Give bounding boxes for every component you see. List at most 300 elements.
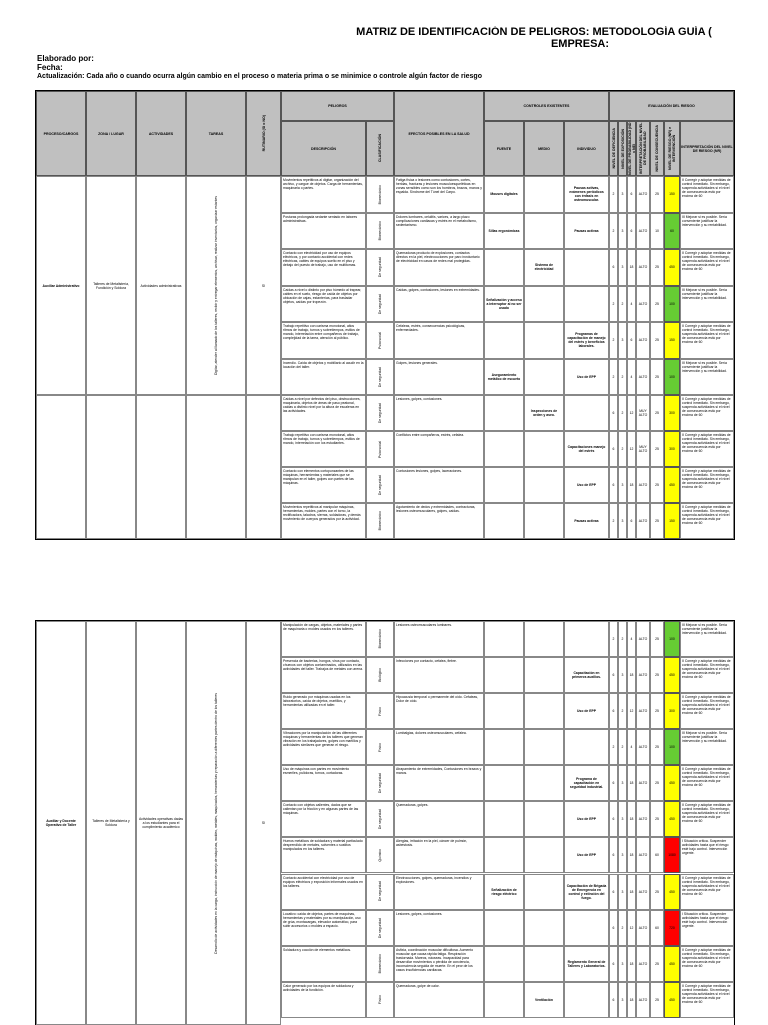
- nivel-exposicion: 2: [618, 359, 627, 396]
- control-individuo: Uso de EPP: [564, 801, 609, 837]
- interp-probabilidad: MUY ALTO: [636, 395, 650, 431]
- hazard-classification: De seguridad: [366, 801, 394, 837]
- actividades: Actividades administrativas: [136, 176, 186, 395]
- zona-lugar-cont: [86, 395, 136, 539]
- nivel-deficiencia: 2: [609, 286, 618, 323]
- control-fuente: [484, 249, 524, 286]
- interp-probabilidad: ALTO: [636, 729, 650, 765]
- control-medio: Ventilación: [524, 982, 564, 1018]
- nivel-deficiencia: 2: [609, 176, 618, 213]
- hazard-classification: Biomecánico: [366, 176, 394, 213]
- header-nc: NIVEL DE CONSECUENCIA: [650, 121, 664, 176]
- nivel-exposicion: 2: [618, 910, 627, 946]
- control-individuo: [564, 982, 609, 1018]
- header-tareas: TAREAS: [186, 91, 246, 176]
- nivel-probabilidad: 12: [627, 395, 636, 431]
- control-medio: [524, 946, 564, 982]
- control-medio: [524, 359, 564, 396]
- control-fuente: [484, 322, 524, 359]
- interp-probabilidad: ALTO: [636, 801, 650, 837]
- nivel-probabilidad: 4: [627, 286, 636, 323]
- interp-probabilidad: ALTO: [636, 946, 650, 982]
- health-effects: Atrapamiento de extremidades, Contusiones en brazos y manos.: [394, 765, 484, 801]
- health-effects: Quemaduras producto de explosiones, contactos directos en la piel, electrocuciones por paro involuntario de electricidad en casos de redes mal protegidas.: [394, 249, 484, 286]
- interp-riesgo: II Corregir y adoptar medidas de control inmediato. Sin embargo, suspenda actividades si el nivel de consecuencia está por encima de 60: [680, 765, 734, 801]
- nivel-consecuencia: 25: [650, 503, 664, 539]
- control-medio: [524, 693, 564, 729]
- hazard-description: Caídas a nivel por defectos del piso, obstrucciones, maquinaria, objetos de áreas de paso peatonal, caídas a distinto nivel por la altura de escaleras en las actividades.: [281, 395, 366, 431]
- interp-riesgo: II Corregir y adoptar medidas de control inmediato. Sin embargo, suspenda actividades si el nivel de consecuencia está por encima de 60: [680, 467, 734, 503]
- control-fuente: [484, 765, 524, 801]
- health-effects: Agotamiento de dedos y extremidades, contracturas, lesiones osteomusculares, golpes, caídas.: [394, 503, 484, 539]
- health-effects: Dolores lumbares, celulitis, varices, a largo plazo complicaciones cardiacas y estrés en el metabolismo, sedentarismo.: [394, 213, 484, 250]
- control-individuo: [564, 729, 609, 765]
- proceso-cargo: Auxiliar Administrativo: [36, 176, 86, 395]
- nivel-riesgo-badge: 300: [664, 431, 680, 467]
- health-effects: Quemaduras, golpe de calor.: [394, 982, 484, 1018]
- nivel-riesgo-badge: 450: [664, 657, 680, 693]
- control-medio: [524, 467, 564, 503]
- hazard-classification: Biomecánico: [366, 503, 394, 539]
- hazard-classification: Físico: [366, 982, 394, 1018]
- nivel-consecuencia: 25: [650, 359, 664, 396]
- nivel-riesgo-badge: 450: [664, 874, 680, 910]
- control-fuente: [484, 467, 524, 503]
- nivel-probabilidad: 4: [627, 621, 636, 657]
- control-fuente: [484, 431, 524, 467]
- nivel-probabilidad: 18: [627, 874, 636, 910]
- interp-riesgo: I Situación crítica. Suspender actividades hasta que el riesgo esté bajo control. Intervención urgente.: [680, 910, 734, 946]
- nivel-probabilidad: 4: [627, 729, 636, 765]
- interp-probabilidad: MUY ALTO: [636, 431, 650, 467]
- hazard-description: Movimientos repetitivos al digitar, organización del archivo, y cargue de objetos. Carga de herramientas, maquinaria o partes.: [281, 176, 366, 213]
- interp-probabilidad: ALTO: [636, 322, 650, 359]
- nivel-consecuencia: 25: [650, 729, 664, 765]
- nivel-riesgo-badge: 300: [664, 693, 680, 729]
- control-fuente: [484, 910, 524, 946]
- control-medio: [524, 801, 564, 837]
- nivel-probabilidad: 6: [627, 503, 636, 539]
- nivel-deficiencia: 6: [609, 982, 618, 1018]
- hazard-description: Contacto con elementos cortopunzantes de las máquinas, herramientas y materiales que se manipulan en el taller, golpes con partes de las máquinas.: [281, 467, 366, 503]
- health-effects: Golpes, lesiones generales.: [394, 359, 484, 396]
- hazard-classification: De seguridad: [366, 467, 394, 503]
- health-effects: Lesiones, golpes, contusiones.: [394, 395, 484, 431]
- nivel-consecuencia: 25: [650, 395, 664, 431]
- interp-probabilidad: ALTO: [636, 693, 650, 729]
- health-effects: Fatiga física o lesiones como contusiones, cortes, heridas, fracturas y lesiones musculoesqueléticas en zonas sensibles como son los hombros, brazos, manos y espalda. Síndrome del Túnel del Carpo.: [394, 176, 484, 213]
- control-medio: [524, 213, 564, 250]
- hazard-description: Contacto con electricidad por uso de equipos eléctricos, y por contacto accidental con redes eléctricas, cables de equipos suelto en el piso y debajo del puesto de trabajo, uso de multitomas.: [281, 249, 366, 286]
- title-line-1: MATRIZ DE IDENTIFICACIÓN DE PELIGROS: METODOLOGÍA GUÍA (: [356, 26, 712, 38]
- nivel-exposicion: 2: [618, 431, 627, 467]
- nivel-probabilidad: 12: [627, 910, 636, 946]
- nivel-probabilidad: 18: [627, 467, 636, 503]
- interp-riesgo: II Corregir y adoptar medidas de control inmediato. Sin embargo, suspenda actividades si el nivel de consecuencia está por encima de 60: [680, 946, 734, 982]
- control-individuo: Uso de EPP: [564, 693, 609, 729]
- hazard-description: Uso de máquinas con partes en movimiento esmeriles, pulidoras, tornos, cortadoras.: [281, 765, 366, 801]
- control-individuo: Uso de EPP: [564, 837, 609, 873]
- nivel-deficiencia: 6: [609, 395, 618, 431]
- interp-riesgo: III Mejorar si es posible. Sería conveniente justificar la intervención y su rentabilidad.: [680, 213, 734, 250]
- nivel-riesgo-badge: 60: [664, 213, 680, 250]
- nivel-consecuencia: 25: [650, 431, 664, 467]
- hazard-description: Soldadura y cocción de elementos metálicos.: [281, 946, 366, 982]
- nivel-deficiencia: 2: [609, 503, 618, 539]
- nivel-consecuencia: 60: [650, 910, 664, 946]
- nivel-probabilidad: 4: [627, 359, 636, 396]
- nivel-exposicion: 3: [618, 503, 627, 539]
- nivel-exposicion: 2: [618, 693, 627, 729]
- nivel-deficiencia: 2: [609, 213, 618, 250]
- title-line-2: EMPRESA:: [550, 38, 610, 50]
- control-fuente: [484, 729, 524, 765]
- interp-riesgo: II Corregir y adoptar medidas de control inmediato. Sin embargo, suspenda actividades si el nivel de consecuencia está por encima de 60: [680, 503, 734, 539]
- health-effects: Caídas, golpes, contusiones, lesiones en extremidades.: [394, 286, 484, 323]
- health-effects: Contusiones lesiones, golpes, laceraciones.: [394, 467, 484, 503]
- interp-riesgo: III Mejorar si es posible. Sería conveniente justificar la intervención y su rentabilidad.: [680, 729, 734, 765]
- health-effects: Cefaleas, estrés, consecuencias psicológicas, enfermedades.: [394, 322, 484, 359]
- nivel-riesgo-badge: 720: [664, 910, 680, 946]
- control-medio: [524, 503, 564, 539]
- zona-lugar: Talleres de Metalistería y Soldura: [86, 621, 136, 1025]
- header-proceso: PROCESO/CARGOS: [36, 91, 86, 176]
- nivel-deficiencia: 6: [609, 874, 618, 910]
- nivel-riesgo-badge: 150: [664, 176, 680, 213]
- nivel-consecuencia: 25: [650, 693, 664, 729]
- interp-probabilidad: ALTO: [636, 249, 650, 286]
- nivel-exposicion: 3: [618, 657, 627, 693]
- header-controles: CONTROLES EXISTENTES: [484, 91, 609, 121]
- control-medio: [524, 837, 564, 873]
- tareas: Digitar, atender al llamado de los talleres, recibir y entregar elementos, archivar, realizar inventarios, organizar estantes: [186, 176, 246, 395]
- header-zona: ZONA / LUGAR: [86, 91, 136, 176]
- control-individuo: [564, 286, 609, 323]
- nivel-riesgo-badge: 150: [664, 503, 680, 539]
- nivel-riesgo-badge: 450: [664, 982, 680, 1018]
- hazard-description: Vibraciones por la manipulación de las diferentes máquinas y herramientas de los talleres que generan vibración en los trabajadores, golpes con martillos y actividades similares que generan el riesgo.: [281, 729, 366, 765]
- header-nr: NIVEL DE RIESGO (NR) e INTERVENCIÓN: [664, 121, 680, 176]
- control-fuente: Señalización y acceso a interruptor al no ser usado: [484, 286, 524, 323]
- hazard-description: Posturas prolongada sedante sentado en labores administrativas.: [281, 213, 366, 250]
- matrix-sheet-1: [35, 90, 735, 540]
- header-medio: MEDIO: [524, 121, 564, 176]
- nivel-deficiencia: 2: [609, 322, 618, 359]
- control-individuo: Pausas activas: [564, 213, 609, 250]
- hazard-classification: Biológico: [366, 657, 394, 693]
- nivel-probabilidad: 18: [627, 657, 636, 693]
- hazard-classification: De seguridad: [366, 910, 394, 946]
- control-individuo: Programa de capacitación en seguridad industrial.: [564, 765, 609, 801]
- nivel-deficiencia: 6: [609, 946, 618, 982]
- nivel-probabilidad: 18: [627, 982, 636, 1018]
- nivel-deficiencia: 6: [609, 910, 618, 946]
- control-fuente: Señalización de riesgo eléctrico: [484, 874, 524, 910]
- nivel-riesgo-badge: 450: [664, 467, 680, 503]
- control-individuo: Reglamento General de Talleres y Laboratorios.: [564, 946, 609, 982]
- control-medio: [524, 874, 564, 910]
- health-effects: Electrocuciones, golpes, quemaduras, incendios y explosiones.: [394, 874, 484, 910]
- health-effects: Lesiones, golpes, contusiones.: [394, 910, 484, 946]
- control-medio: [524, 286, 564, 323]
- hazard-description: Calor generado por los equipos de soldadura y actividades de la fundición.: [281, 982, 366, 1018]
- nivel-exposicion: 2: [618, 395, 627, 431]
- nivel-riesgo-badge: 100: [664, 286, 680, 323]
- hazard-description: Incendio. Caída de objetos y mobiliario al acudir en la locación del taller.: [281, 359, 366, 396]
- nivel-exposicion: 3: [618, 874, 627, 910]
- nivel-probabilidad: 18: [627, 765, 636, 801]
- nivel-consecuencia: 25: [650, 982, 664, 1018]
- nivel-exposicion: 3: [618, 982, 627, 1018]
- nivel-probabilidad: 6: [627, 176, 636, 213]
- nivel-probabilidad: 18: [627, 946, 636, 982]
- tareas: Desarrollo de actividades en la carga, instrucción de manejo de máquinas, moldeo, metales, maquinados, herramientas y reparación a diferentes partes dentro de los talleres: [186, 621, 246, 1025]
- nivel-deficiencia: 2: [609, 729, 618, 765]
- nivel-consecuencia: 25: [650, 621, 664, 657]
- health-effects: Alergias, irritación en la piel, cáncer de pulmón, asbestosis.: [394, 837, 484, 873]
- control-individuo: [564, 395, 609, 431]
- nivel-riesgo-badge: 1080: [664, 837, 680, 873]
- matrix-sheet-2: [35, 620, 735, 1025]
- hazard-description: Contacto con objetos calientes, dados que se calientan por la fricción y en algunas partes de las máquinas.: [281, 801, 366, 837]
- header-rutinario: RUTINARIO (SI o NO): [246, 91, 281, 176]
- actualizacion-label: Actualización: Cada año o cuando ocurra algún cambio en el proceso o materia prima o se minimice o controle algún factor de riesgo: [37, 73, 482, 80]
- nivel-consecuencia: 60: [650, 837, 664, 873]
- proceso-cargo-cont: [36, 395, 86, 539]
- nivel-probabilidad: 6: [627, 322, 636, 359]
- nivel-deficiencia: 6: [609, 431, 618, 467]
- interp-probabilidad: ALTO: [636, 176, 650, 213]
- hazard-classification: Biomecánico: [366, 621, 394, 657]
- nivel-probabilidad: 6: [627, 213, 636, 250]
- hazard-classification: De seguridad: [366, 395, 394, 431]
- nivel-exposicion: 3: [618, 249, 627, 286]
- nivel-exposicion: 3: [618, 946, 627, 982]
- control-fuente: [484, 837, 524, 873]
- nivel-probabilidad: 18: [627, 801, 636, 837]
- hazard-classification: Biomecánico: [366, 946, 394, 982]
- interp-riesgo: II Corregir y adoptar medidas de control inmediato. Sin embargo, suspenda actividades si el nivel de consecuencia está por encima de 60: [680, 176, 734, 213]
- nivel-consecuencia: 25: [650, 765, 664, 801]
- nivel-consecuencia: 25: [650, 874, 664, 910]
- hazard-description: Manipulación de cargas, objetos, materiales y partes de maquinaria o moldes usados en los talleres.: [281, 621, 366, 657]
- interp-riesgo: II Corregir y adoptar medidas de control inmediato. Sin embargo, suspenda actividades si el nivel de consecuencia está por encima de 60: [680, 801, 734, 837]
- interp-probabilidad: ALTO: [636, 910, 650, 946]
- interp-riesgo: III Mejorar si es posible. Sería conveniente justificar la intervención y su rentabilidad.: [680, 286, 734, 323]
- nivel-exposicion: 3: [618, 467, 627, 503]
- control-medio: [524, 765, 564, 801]
- rutinario: SI: [246, 621, 281, 1025]
- interp-probabilidad: ALTO: [636, 286, 650, 323]
- control-fuente: [484, 657, 524, 693]
- interp-probabilidad: ALTO: [636, 467, 650, 503]
- control-medio: Sistema de electricidad: [524, 249, 564, 286]
- hazard-classification: De seguridad: [366, 765, 394, 801]
- control-individuo: Programas de capacitación de manejo del estrés y beneficios laborales.: [564, 322, 609, 359]
- hazard-description: Movimientos repetitivos al manipular máquinas, herramientas, moldes, partes con el torno, la rectificadora, taladros, sierras, soldadoras, y demás movimiento de cuerpos generados por la actividad.: [281, 503, 366, 539]
- interp-probabilidad: ALTO: [636, 765, 650, 801]
- header-actividades: ACTIVIDADES: [136, 91, 186, 176]
- control-medio: [524, 657, 564, 693]
- header-evaluacion: EVALUACIÓN DEL RIESGO: [609, 91, 734, 121]
- control-fuente: [484, 503, 524, 539]
- hazard-classification: Químico: [366, 837, 394, 873]
- control-individuo: Uso de EPP: [564, 467, 609, 503]
- nivel-exposicion: 3: [618, 213, 627, 250]
- interp-riesgo: II Corregir y adoptar medidas de control inmediato. Sin embargo, suspenda actividades si el nivel de consecuencia está por encima de 60: [680, 395, 734, 431]
- hazard-classification: Físico: [366, 729, 394, 765]
- elaborado-label: Elaborado por:: [37, 54, 94, 63]
- health-effects: Lumbalgias, dolores osteomusculares, cefalea.: [394, 729, 484, 765]
- hazard-classification: Físico: [366, 693, 394, 729]
- health-effects: Asfixia, coordinación muscular dificultosa. Aumento muscular que causa rápida fatiga. Respiración trastornada. Mareos, náuseas. Incapacidad para desarrollar movimientos o pérdida de conciencia, inconsciencia seguida de muerte. En el peor de los casos insuficiencias cardiacas.: [394, 946, 484, 982]
- nivel-exposicion: 3: [618, 765, 627, 801]
- nivel-riesgo-badge: 150: [664, 322, 680, 359]
- nivel-riesgo-badge: 300: [664, 395, 680, 431]
- nivel-probabilidad: 18: [627, 837, 636, 873]
- nivel-consecuencia: 25: [650, 946, 664, 982]
- nivel-deficiencia: 2: [609, 359, 618, 396]
- control-fuente: [484, 395, 524, 431]
- control-individuo: [564, 249, 609, 286]
- control-fuente: Aseguramiento metálico de escueto: [484, 359, 524, 396]
- health-effects: Lesiones osteomusculares lumbares.: [394, 621, 484, 657]
- interp-probabilidad: ALTO: [636, 837, 650, 873]
- header-individuo: INDIVIDUO: [564, 121, 609, 176]
- control-medio: [524, 621, 564, 657]
- interp-probabilidad: ALTO: [636, 213, 650, 250]
- nivel-consecuencia: 25: [650, 176, 664, 213]
- nivel-exposicion: 2: [618, 286, 627, 323]
- control-fuente: Sillas ergonómicas: [484, 213, 524, 250]
- hazard-classification: Psicosocial: [366, 431, 394, 467]
- nivel-riesgo-badge: 100: [664, 729, 680, 765]
- control-fuente: [484, 982, 524, 1018]
- control-fuente: [484, 946, 524, 982]
- health-effects: Hipoacusia temporal o permanente del oído. Cefaleas, Dolor de oído.: [394, 693, 484, 729]
- control-individuo: Pausas activas: [564, 503, 609, 539]
- control-medio: [524, 910, 564, 946]
- nivel-exposicion: 2: [618, 729, 627, 765]
- interp-riesgo: II Corregir y adoptar medidas de control inmediato. Sin embargo, suspenda actividades si el nivel de consecuencia está por encima de 60: [680, 874, 734, 910]
- nivel-riesgo-badge: 100: [664, 621, 680, 657]
- nivel-consecuencia: 25: [650, 322, 664, 359]
- header-peligros: PELIGROS: [281, 91, 394, 121]
- hazard-classification: De seguridad: [366, 249, 394, 286]
- control-individuo: [564, 910, 609, 946]
- hazard-description: Presencia de bacterias, hongos, virus por contacto, chuecos con objetos contaminados, utilizados en las actividades del taller. Trabajos de metales con arena.: [281, 657, 366, 693]
- header-clasificacion: CLASIFICACIÓN: [366, 121, 394, 176]
- nivel-consecuencia: 10: [650, 213, 664, 250]
- actividades-cont: [136, 395, 186, 539]
- nivel-deficiencia: 6: [609, 801, 618, 837]
- interp-probabilidad: ALTO: [636, 657, 650, 693]
- rutinario-cont: [246, 395, 281, 539]
- control-fuente: Mouses digitales: [484, 176, 524, 213]
- interp-probabilidad: ALTO: [636, 503, 650, 539]
- control-medio: [524, 322, 564, 359]
- control-individuo: Capacitaciones manejo del estrés: [564, 431, 609, 467]
- health-effects: Infecciones por contacto, cefalea, fiebre.: [394, 657, 484, 693]
- nivel-consecuencia: 25: [650, 657, 664, 693]
- interp-riesgo: II Corregir y adoptar medidas de control inmediato. Sin embargo, suspenda actividades si el nivel de consecuencia está por encima de 60: [680, 431, 734, 467]
- hazard-description: Humos metálicos de soldadura y material particulado desprendido de metales, solventes o sustitos manipulados en los talleres.: [281, 837, 366, 873]
- interp-riesgo: III Mejorar si es posible. Sería conveniente justificar la intervención y su rentabilidad.: [680, 621, 734, 657]
- nivel-deficiencia: 6: [609, 657, 618, 693]
- nivel-deficiencia: 6: [609, 765, 618, 801]
- nivel-riesgo-badge: 450: [664, 765, 680, 801]
- header-fuente: FUENTE: [484, 121, 524, 176]
- header-interp_np: INTERPRETACIÓN DEL NIVEL DE PROBABILIDAD: [636, 121, 650, 176]
- nivel-riesgo-badge: 100: [664, 359, 680, 396]
- hazard-description: Ruido generado por máquinas usadas en los laboratorios, caída de objetos, martillos, y herramientas utilizadas en el taller.: [281, 693, 366, 729]
- control-fuente: [484, 621, 524, 657]
- zona-lugar: Talleres de Metalistería, Fundición y Soldura: [86, 176, 136, 395]
- hazard-classification: De seguridad: [366, 874, 394, 910]
- nivel-exposicion: 2: [618, 621, 627, 657]
- control-medio: [524, 176, 564, 213]
- nivel-consecuencia: 25: [650, 467, 664, 503]
- interp-riesgo: III Mejorar si es posible. Sería conveniente justificar la intervención y su rentabilidad.: [680, 359, 734, 396]
- interp-riesgo: I Situación crítica. Suspender actividades hasta que el riesgo esté bajo control. Intervención urgente.: [680, 837, 734, 873]
- control-fuente: [484, 693, 524, 729]
- nivel-consecuencia: 25: [650, 286, 664, 323]
- control-medio: [524, 729, 564, 765]
- interp-probabilidad: ALTO: [636, 982, 650, 1018]
- nivel-riesgo-badge: 450: [664, 946, 680, 982]
- interp-riesgo: II Corregir y adoptar medidas de control inmediato. Sin embargo, suspenda actividades si el nivel de consecuencia está por encima de 60: [680, 982, 734, 1018]
- nivel-consecuencia: 25: [650, 249, 664, 286]
- hazard-description: Locativo: caída de objetos, partes de maquinas, herramientas y materiales por su manipulación, uso de grúa, montacargas, elevador automático, para subir accesorios o moldes a espacio.: [281, 910, 366, 946]
- nivel-riesgo-badge: 450: [664, 249, 680, 286]
- header-descripcion: DESCRIPCIÓN: [281, 121, 366, 176]
- interp-riesgo: II Corregir y adoptar medidas de control inmediato. Sin embargo, suspenda actividades si el nivel de consecuencia está por encima de 60: [680, 322, 734, 359]
- nivel-probabilidad: 12: [627, 693, 636, 729]
- nivel-exposicion: 3: [618, 322, 627, 359]
- control-medio: [524, 431, 564, 467]
- health-effects: Conflictos entre compañeros, estrés, cefalea.: [394, 431, 484, 467]
- hazard-description: Trabajo repetitivo con carisma monotonal, altos ritmos de trabajo, turnos y sobretiempos, estilos de mando, interrelación entre compañeros de trabajo, complejidad de la tarea, atención al público.: [281, 322, 366, 359]
- header-ne: NIVEL DE EXPOSICIÓN: [618, 121, 627, 176]
- hazard-description: Caídas a nivel o distinto por piso húmedo al trapear, cables en el suelo, riesgo de caída de objetos por ubicación de cajas, estanterías, para trasladar objetos, caídas por tropezón.: [281, 286, 366, 323]
- control-individuo: Capacitación en primeros auxilios.: [564, 657, 609, 693]
- nivel-exposicion: 3: [618, 801, 627, 837]
- nivel-exposicion: 3: [618, 176, 627, 213]
- hazard-description: Trabajo repetitivo con carisma monotonal, altos ritmos de trabajo, turnos y sobretiempos, estilos de mando, interrelación con los estudiantes.: [281, 431, 366, 467]
- header-nd: NIVEL DE DEFICIENCIA: [609, 121, 618, 176]
- interp-riesgo: II Corregir y adoptar medidas de control inmediato. Sin embargo, suspenda actividades si el nivel de consecuencia está por encima de 60: [680, 693, 734, 729]
- header-interp-nr: INTERPRETACIÓN DEL NIVEL DE RIESGO (NR): [680, 121, 734, 176]
- hazard-classification: De seguridad: [366, 359, 394, 396]
- nivel-probabilidad: 12: [627, 431, 636, 467]
- fecha-label: Fecha:: [37, 63, 63, 72]
- control-fuente: [484, 801, 524, 837]
- nivel-deficiencia: 6: [609, 693, 618, 729]
- nivel-exposicion: 3: [618, 837, 627, 873]
- proceso-cargo: Auxiliar y Docente Operativo de Taller: [36, 621, 86, 1025]
- tareas-cont: [186, 395, 246, 539]
- hazard-description: Contacto accidental con electricidad por uso de equipos eléctricos y exposición informales usados en los talleres.: [281, 874, 366, 910]
- interp-riesgo: II Corregir y adoptar medidas de control inmediato. Sin embargo, suspenda actividades si el nivel de consecuencia está por encima de 60: [680, 249, 734, 286]
- nivel-probabilidad: 18: [627, 249, 636, 286]
- nivel-riesgo-badge: 450: [664, 801, 680, 837]
- interp-probabilidad: ALTO: [636, 874, 650, 910]
- header-efectos: EFECTOS POSIBLES EN LA SALUD: [394, 91, 484, 176]
- control-individuo: Pausas activas, exámenes periódicos con énfasis en osteomuscular.: [564, 176, 609, 213]
- nivel-deficiencia: 2: [609, 621, 618, 657]
- nivel-deficiencia: 6: [609, 837, 618, 873]
- control-individuo: Uso de EPP: [564, 359, 609, 396]
